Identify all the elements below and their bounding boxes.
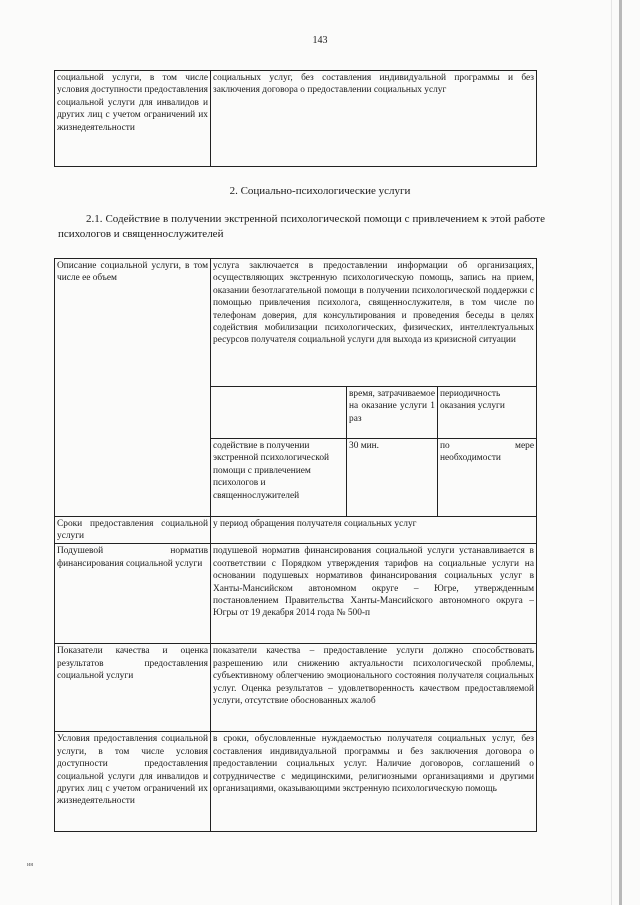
- row-label: Подушевой норматив финансирования социальной услуги: [55, 544, 211, 644]
- row-content: [211, 259, 537, 517]
- table-row-description: [55, 259, 537, 517]
- table-row-conditions: [55, 732, 537, 832]
- timing-subtable: [211, 386, 536, 516]
- scan-edge-faint: [611, 0, 612, 905]
- table-row-funding: [55, 544, 537, 644]
- scan-edge: [619, 0, 622, 905]
- service-table: [54, 258, 537, 832]
- row-label: Условия предоставления социальной услуги, в том числе условия доступности предоставления социальной услуги для инвалидов и других лиц с учетом ограничений их жизнедеятельности: [55, 732, 211, 832]
- table-row-terms: [55, 516, 537, 544]
- subtable-corner-cell: [211, 387, 347, 439]
- row-label: Показатели качества и оценка результатов предоставления социальной услуги: [55, 644, 211, 732]
- continuation-table: [54, 70, 537, 167]
- continuation-right-cell: социальных услуг, без составления индивидуальной программы и без заключения договора о предоставлении социальных услуг: [211, 71, 537, 167]
- section-heading: 2. Социально-психологические услуги: [229, 185, 411, 197]
- footer-mark: ия: [27, 862, 33, 868]
- subtable-header-period: периодичность оказания услуги: [438, 387, 537, 439]
- subtable-service-name: содействие в получении экстренной психологической помощи с привлечением психологов и священнослужителей: [211, 439, 347, 516]
- continuation-left-cell: социальной услуги, в том числе условия доступности предоставления социальной услуги для инвалидов и других лиц с учетом ограничений их жизнедеятельности: [55, 71, 211, 167]
- subtable-header-time: время, затрачиваемое на оказание услуги 1 раз: [347, 387, 438, 439]
- table-row-quality: [55, 644, 537, 732]
- row-content: у период обращения получателя социальных услуг: [211, 516, 537, 544]
- row-content: в сроки, обусловленные нуждаемостью получателя социальных услуг, без составления индивидуальной программы и без заключения договора о предоставлении социальных услуг. Наличие договоров, соглашений о сотрудничестве с медицинскими, религиозными организациями и другими организациями, оказывающими экстренную психологическую помощь: [211, 732, 537, 832]
- subsection-heading: 2.1. Содействие в получении экстренной психологической помощи с привлечением к этой работе психологов и священнослужителей: [58, 213, 545, 240]
- row-content: подушевой норматив финансирования социальной услуги устанавливается в соответствии с Порядком утверждения тарифов на социальные услуги на основании подушевых нормативов финансирования социальных услуг в Ханты-Мансийском автономном округе – Югре, утвержденным постановлением Правительства Ханты-Мансийского автономного округа – Югры от 19 декабря 2014 года № 500-п: [211, 544, 537, 644]
- description-text: услуга заключается в предоставлении информации об организациях, осуществляющих экстренную психологическую помощь, запись на прием, оказании безотлагательной помощи в получении психологической поддержки с помощью привлечения психолога, священнослужителя, в том числе по телефонам доверия, для консультирования и проведения беседы в целях содействия мобилизации психологических, физических, интеллектуальных ресурсов получателя социальной услуги для выхода из кризисной ситуации: [213, 261, 534, 346]
- subtable-period-value: по мере необходимости: [438, 439, 537, 516]
- row-content: показатели качества – предоставление услуги должно способствовать разрешению или снижению актуальности психологической проблемы, субъективному облегчению эмоционального состояния получателя социальных услуг. Оценка результатов – удовлетворенность качеством предоставляемой услуги, отсутствие обоснованных жалоб: [211, 644, 537, 732]
- subtable-time-value: 30 мин.: [347, 439, 438, 516]
- row-label: Описание социальной услуги, в том числе ее объем: [55, 259, 211, 517]
- row-label: Сроки предоставления социальной услуги: [55, 516, 211, 544]
- page-number: 143: [312, 35, 328, 46]
